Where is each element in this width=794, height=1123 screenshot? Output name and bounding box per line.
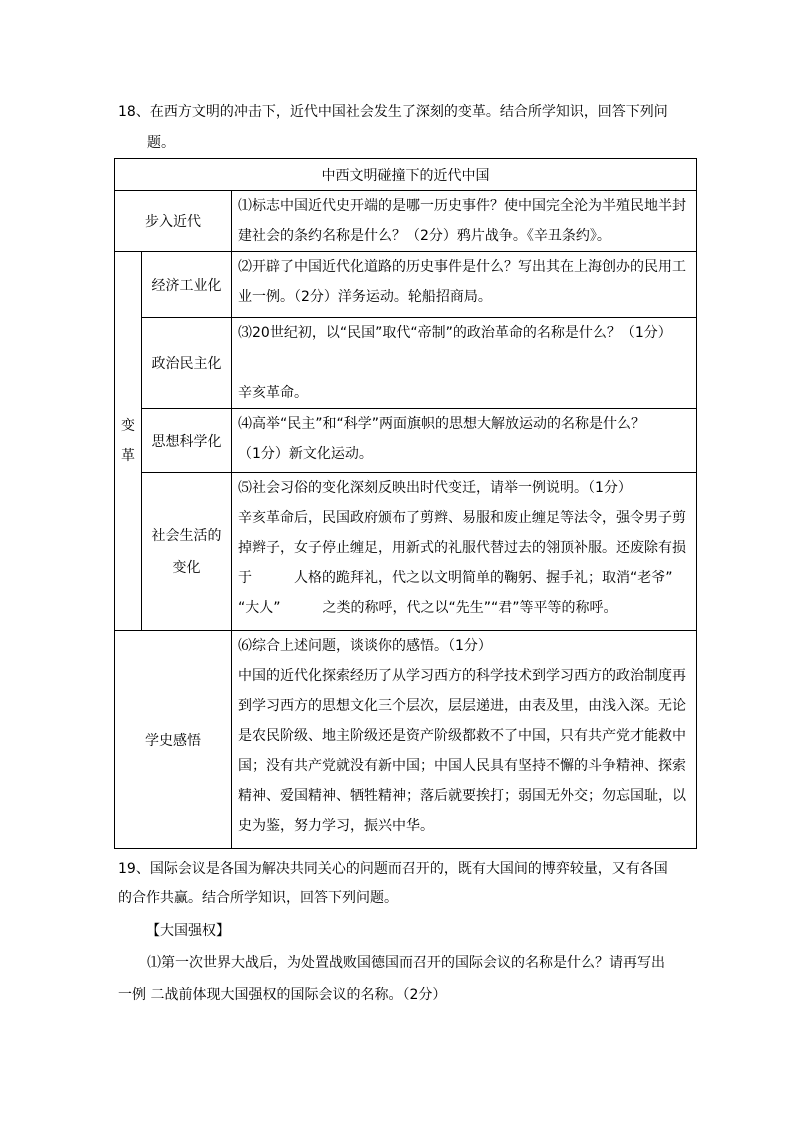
answer-line: 中国的近代化探索经历了从学习西方的科学技术到学习西方的政治制度再 [238,668,686,684]
reform-char-2: 革 [121,448,135,464]
answer-spacer [238,348,690,378]
q19-line2: 的合作共赢。结合所学知识，回答下列问题。 [118,890,398,906]
answer-line: ⑸社会习俗的变化深刻反映出时代变迁，请举一例说明。（1分） [238,480,632,496]
answer-line: 于 人格的跪拜礼，代之以文明简单的鞠躬、握手礼；取消“老爷” [238,570,673,586]
answer-line: “大人” 之类的称呼，代之以“先生”“君”等平等的称呼。 [238,600,618,616]
row-answer-political [232,318,697,409]
q19-sub-line2: 一例 二战前体现大国强权的国际会议的名称。（2分） [118,987,447,1003]
answer-line: 到学习西方的思想文化三个层次，层层递进，由表及里，由浅入深。无论 [238,698,686,714]
row-answer-step-into-modern [232,191,697,252]
q19-sub-line1: ⑴第一次世界大战后，为处置战败国德国而召开的国际会议的名称是什么？请再写出 [147,955,665,971]
row-answer-social-life [232,473,697,631]
row-label-reflection: 学史感悟 [115,631,232,849]
row-label-political: 政治民主化 [142,318,232,409]
answer-line: 是农民阶级、地主阶级还是资产阶级都救不了中国，只有共产党才能救中 [238,728,686,744]
table-title: 中西文明碰撞下的近代中国 [115,159,697,191]
answer-line: 辛亥革命。 [238,385,308,401]
row-label-social-life [142,473,232,631]
row-answer-economic [232,252,697,318]
q18-intro-line1: 18、在西方文明的冲击下，近代中国社会发生了深刻的变革。结合所学知识，回答下列问 [118,104,668,120]
answer-line: 精神、爱国精神、牺牲精神；落后就要挨打；弱国无外交；勿忘国耻，以 [238,788,686,804]
row-answer-thought [232,409,697,473]
row-answer-reflection [232,631,697,849]
answer-line: 建社会的条约名称是什么？（2分）鸦片战争。《辛丑条约》。 [238,228,611,244]
q18-table [114,158,697,849]
q18-intro-line2: 题。 [147,135,175,151]
answer-line: （1分）新文化运动。 [238,446,373,462]
answer-line: 国；没有共产党就没有新中国；中国人民具有坚持不懈的斗争精神、探索 [238,758,686,774]
answer-line: 掉辫子，女子停止缠足，用新式的礼服代替过去的翎顶补服。还废除有损 [238,540,686,556]
answer-line: ⑶20世纪初，以“民国”取代“帝制”的政治革命的名称是什么？（1分） [238,325,672,341]
q19-section-heading: 【大国强权】 [146,923,230,939]
answer-line: 辛亥革命后，民国政府颁布了剪辫、易服和废止缠足等法令，强令男子剪 [238,510,686,526]
row-label-step-into-modern: 步入近代 [115,191,232,252]
label-line: 社会生活的 [151,527,222,544]
label-line: 变化 [172,559,201,576]
row-label-reform [115,252,142,631]
row-label-thought: 思想科学化 [142,409,232,473]
row-label-economic: 经济工业化 [142,252,232,318]
answer-line: ⑵开辟了中国近代化道路的历史事件是什么？写出其在上海创办的民用工 [238,259,686,275]
answer-line: 业一例。（2分）洋务运动。轮船招商局。 [238,289,492,305]
answer-line: ⑷高举“民主”和“科学”两面旗帜的思想大解放运动的名称是什么？ [238,416,646,432]
answer-line: ⑹综合上述问题，谈谈你的感悟。（1分） [238,638,492,654]
answer-line: ⑴标志中国近代史开端的是哪一历史事件？使中国完全沦为半殖民地半封 [238,198,686,214]
answer-line: 史为鉴，努力学习，振兴中华。 [238,818,434,834]
q19-line1: 19、国际会议是各国为解决共同关心的问题而召开的，既有大国间的博弈较量，又有各国 [118,861,668,877]
reform-char-1: 变 [121,418,135,434]
